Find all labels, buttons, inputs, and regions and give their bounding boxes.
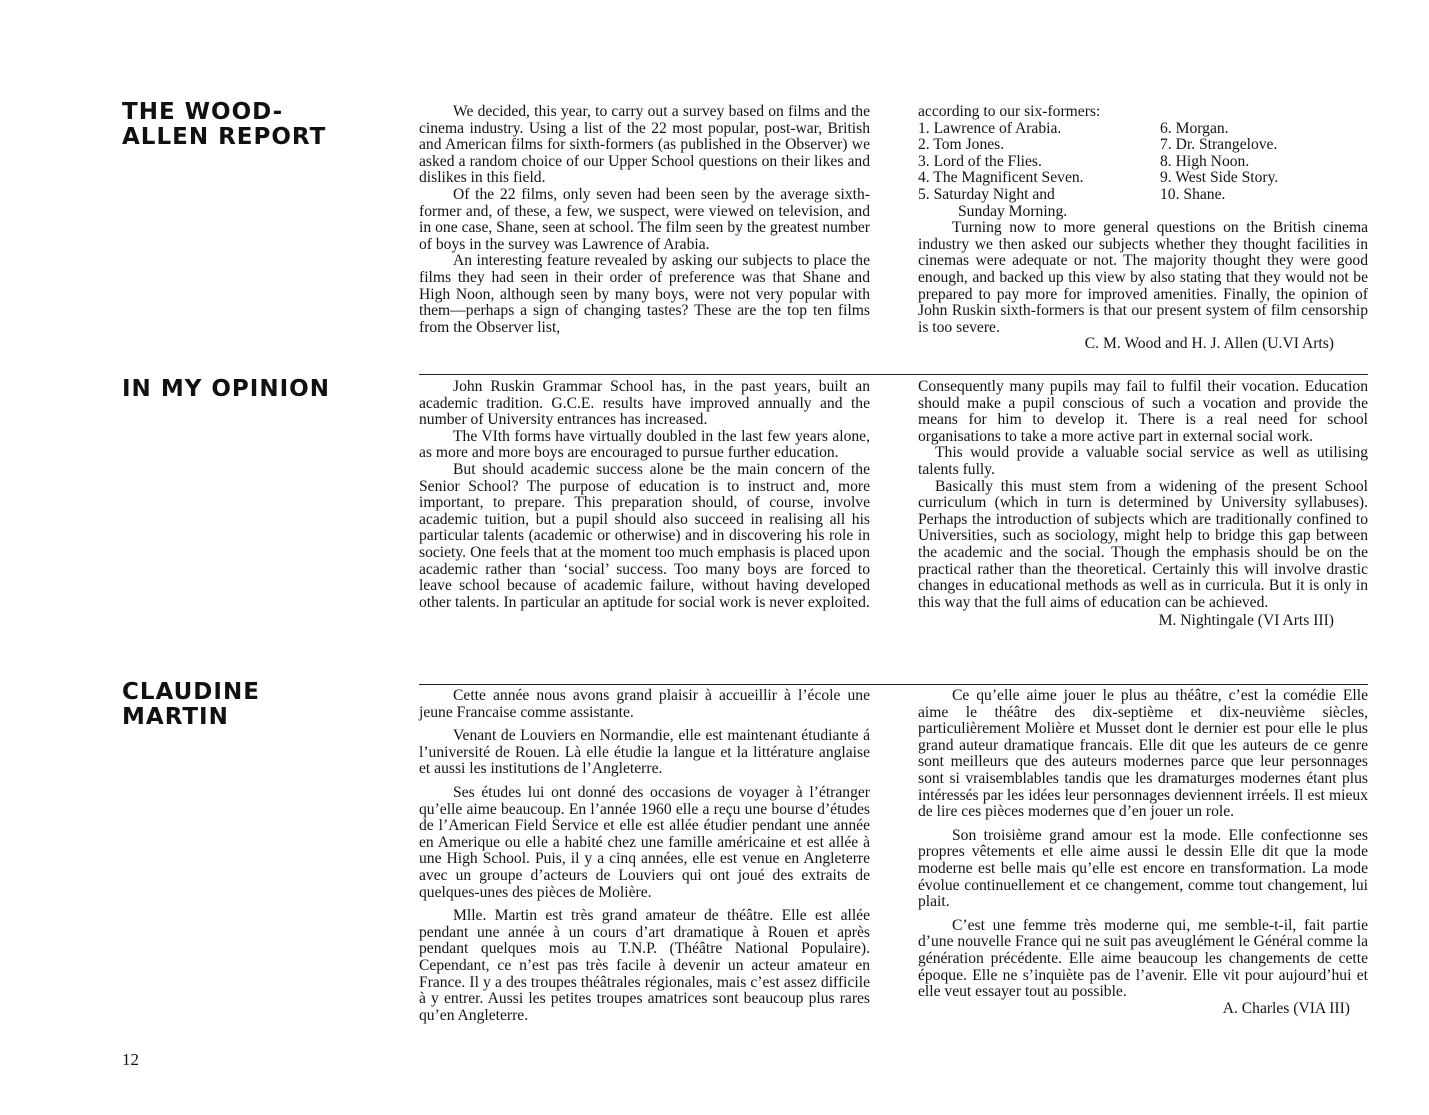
section-divider [419,684,1368,685]
top-ten-item: 6. Morgan. [1160,119,1229,137]
top-ten-item: 3. Lord of the Flies. [918,152,1042,170]
top-ten-item: 8. High Noon. [1160,152,1250,170]
opinion-paragraph: This would provide a valuable social service as well as utilising talents fully. [918,444,1368,478]
claudine-paragraph: Son troisième grand amour est la mode. Elle confectionne ses propres vêtements et elle aime aussi le dessin Elle dit que la mode moderne est belle mais qu’elle est encore en transformation. La mode évolue continuellement et ce changement, comme tout changement, lui plait. [918,826,1368,911]
page-number: 12 [122,1050,139,1069]
claudine-paragraph: Mlle. Martin est très grand amateur de théâtre. Elle est allée pendant une année à un cours d’art dramatique à Rouen et après pendant quelques mois au T.N.P. (Théâtre National Populaire). Cependant, ce n’est pas très facile à devenir un acteur amateur en France. Il y a des troupes théâtrales régionales, mais c’est assez difficile à y entrer. Aussi les petites troupes amatrices sont beaucoup plus rares qu’en Angleterre. [419,907,870,1024]
claudine-paragraph: Cette année nous avons grand plaisir à accueillir à l’école une jeune Francaise comme assistante. [419,687,870,721]
claudine-title-line2: MARTIN [122,704,229,730]
wood-allen-title [122,100,326,150]
claudine-title-line1: CLAUDINE [122,679,260,705]
claudine-right-column [918,688,1368,1017]
opinion-signature: M. Nightingale (VI Arts III) [1158,612,1334,630]
top-ten-item: 2. Tom Jones. [918,136,1005,154]
top-ten-item: 5. Saturday Night and [918,185,1055,203]
top-ten-intro: according to our six-formers: [918,103,1101,120]
top-ten-item: 1. Lawrence of Arabia. [918,119,1062,137]
opinion-paragraph: But should academic success alone be the main concern of the Senior School? The purpose of education is to instruct and, more important, to prepare. This preparation should, of course, involve academic tuition, but a pupil should also succeed in realising all his particular talents (academic or otherwise) and in discovering his role in society. One feels that at the moment too much emphasis is placed upon academic rather than ‘social’ success. Too many boys are forced to leave school because of academic failure, without having developed other talents. In particular an aptitude for social work is never exploited. [419,460,870,611]
claudine-left-column [419,688,870,1024]
top-ten-list [918,121,1368,221]
claudine-paragraph: Venant de Louviers en Normandie, elle est maintenant étudiante á l’université de Rouen. Là elle étudie la langue et la littérature anglaise et aussi les institutions de l’Angleterre. [419,727,870,778]
opinion-left-column [419,379,870,611]
top-ten-item: 10. Shane. [1160,185,1226,203]
top-ten-item: 9. West Side Story. [1160,169,1279,187]
opinion-paragraph: The VIth forms have virtually doubled in the last few years alone, as more and more boys are encouraged to pursue further education. [419,427,870,462]
opinion-right-column [918,379,1368,630]
claudine-signature: A. Charles (VIA III) [1222,999,1350,1017]
wood-allen-paragraph: Of the 22 films, only seven had been seen by the average sixth-former and, of these, a few, we suspect, were viewed on television, and in one case, Shane, seen at school. The film seen by the greatest number of boys in the survey was Lawrence of Arabia. [419,185,870,253]
wood-allen-right-column [918,104,1368,353]
opinion-paragraph: Consequently many pupils may fail to fulfil their vocation. Education should make a pupil conscious of such a vocation and provide the means for him to develop it. There is a real need for school organisations to take a more active part in external social work. [918,378,1368,445]
opinion-paragraph: Basically this must stem from a widening of the present School curriculum (which in turn is determined by University syllabuses). Perhaps the introduction of subjects which are traditionally confined to Universities, such as sociology, might help to bridge this gap between the academic and the social. Though the emphasis should be on the practical rather than the theoretical. Certainly this will involve drastic changes in educational methods as well as in curricula. But it is only in this way that the full aims of education can be achieved. [918,477,1368,611]
wood-allen-paragraph: Turning now to more general questions on the British cinema industry we then asked our subjects whether they thought facilities in cinemas were adequate or not. The majority thought they were good enough, and backed up this view by also stating that they would not be prepared to pay more for improved amenities. Finally, the opinion of John Ruskin sixth-formers is that our present system of film censorship is too severe. [918,219,1368,336]
opinion-paragraph: John Ruskin Grammar School has, in the past years, built an academic tradition. G.C.E. results have improved annually and the number of University entrances has increased. [419,378,870,429]
claudine-paragraph: Ses études lui ont donné des occasions de voyager à l’étranger qu’elle aime beaucoup. En l’année 1960 elle a reçu une bourse d’études de l’American Field Service et elle est allée étudier pendant une année en Amerique ou elle a habité chez une famille américaine et est allée à une High School. Puis, il y a cinq années, elle est venue en Angleterre avec un groupe d’acteurs de Louviers qui ont joué des extraits de quelques-unes des pièces de Molière. [419,783,870,901]
wood-allen-paragraph: We decided, this year, to carry out a survey based on films and the cinema industry. Using a list of the 22 most popular, post-war, British and American films for sixth-formers (as published in the Observer) we asked a random choice of our Upper School questions on their likes and dislikes in this field. [419,103,870,187]
opinion-title: IN MY OPINION [122,376,330,402]
top-ten-item-continuation: Sunday Morning. [958,202,1068,220]
wood-allen-paragraph: An interesting feature revealed by asking our subjects to place the films they had seen in their order of preference was that Shane and High Noon, although seen by many boys, were not very popular with them—perhaps a sign of changing tastes? These are the top ten films from the Observer list, [419,252,870,336]
claudine-paragraph: C’est une femme très moderne qui, me semble-t-il, fait partie d’une nouvelle France qui ne suit pas aveuglément le Général comme la génération précédente. Elle aime beaucoup les changements de cette époque. Elle ne s’inquiète pas de l’avenir. Elle vit pour aujourd’hui et elle veut essayer tout au possible. [918,916,1368,1001]
claudine-title [122,680,260,730]
wood-allen-title-line2: ALLEN REPORT [122,124,327,150]
claudine-paragraph: Ce qu’elle aime jouer le plus au théâtre, c’est la comédie Elle aime le théâtre des dix-septième et dix-neuvième siècles, particulièrement Molière et Musset dont le dernier est pour elle le plus grand auteur dramatique francais. Elle dit que les auteurs de ce genre sont meilleurs que des auteurs modernes parce que leur personnages sont si vraisemblables tandis que les dramaturges modernes étant plus intéressés par les idées leur personnages deviennent irréels. Il est mieux de lire ces pièces modernes que d’en jouer un role. [918,687,1368,821]
top-ten-item: 7. Dr. Strangelove. [1160,136,1278,154]
wood-allen-title-line1: THE WOOD- [122,99,284,125]
wood-allen-signature: C. M. Wood and H. J. Allen (U.VI Arts) [1084,335,1334,353]
wood-allen-left-column [419,104,870,336]
section-divider [419,374,1368,375]
top-ten-item: 4. The Magnificent Seven. [918,169,1084,187]
